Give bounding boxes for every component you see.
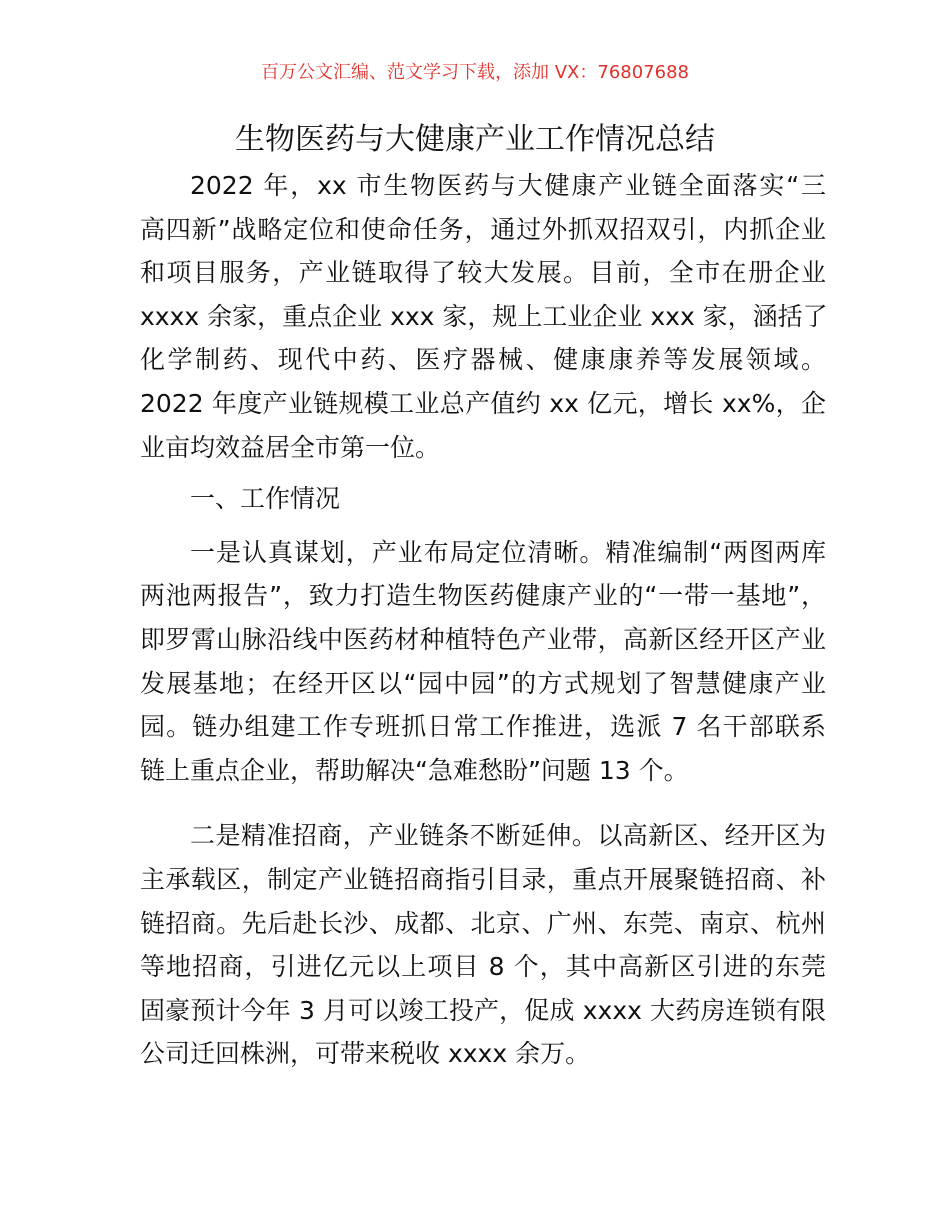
paragraph-line: 公司迁回株洲，可带来税收 xxxx 余万。 <box>140 1039 591 1069</box>
paragraph-line: 化学制药、现代中药、医疗器械、健康康养等发展领域。 <box>140 345 826 375</box>
paragraph-line: 固豪预计今年 3 月可以竣工投产，促成 xxxx 大药房连锁有限 <box>140 995 826 1025</box>
paragraph-line: 高四新”战略定位和使命任务，通过外抓双招双引，内抓企业 <box>140 214 826 244</box>
paragraph-line: 链上重点企业，帮助解决“急难愁盼”问题 13 个。 <box>140 755 689 785</box>
paragraph-planning <box>140 531 826 793</box>
paragraph-line: 园。链办组建工作专班抓日常工作推进，选派 7 名干部联系 <box>140 712 826 742</box>
section-heading: 一、工作情况 <box>190 484 341 514</box>
paragraph-line: 2022 年，xx 市生物医药与大健康产业链全面落实“三 <box>190 171 826 200</box>
document-title: 生物医药与大健康产业工作情况总结 <box>235 122 715 157</box>
paragraph-line: 两池两报告”，致力打造生物医药健康产业的“一带一基地”， <box>140 581 826 611</box>
watermark-banner: 百万公文汇编、范文学习下载，添加 VX：76807688 <box>261 62 689 83</box>
paragraph-line: 二是精准招商，产业链条不断延伸。以高新区、经开区为 <box>190 821 826 851</box>
paragraph-line: 等地招商，引进亿元以上项目 8 个，其中高新区引进的东莞 <box>140 952 826 982</box>
paragraph-line: xxxx 余家，重点企业 xxx 家，规上工业企业 xxx 家，涵括了 <box>140 301 828 331</box>
paragraph-intro <box>140 164 826 469</box>
document-body <box>140 164 826 1076</box>
paragraph-line: 业亩均效益居全市第一位。 <box>140 432 441 462</box>
paragraph-line: 链招商。先后赴长沙、成都、北京、广州、东莞、南京、杭州 <box>140 908 826 938</box>
paragraph-line: 2022 年度产业链规模工业总产值约 xx 亿元，增长 xx%，企 <box>140 388 826 418</box>
paragraph-line: 即罗霄山脉沿线中医药材种植特色产业带，高新区经开区产业 <box>140 624 826 654</box>
paragraph-line: 和项目服务，产业链取得了较大发展。目前，全市在册企业 <box>140 258 826 288</box>
paragraph-line: 一是认真谋划，产业布局定位清晰。精准编制“两图两库 <box>190 537 826 567</box>
paragraph-investment <box>140 814 826 1076</box>
paragraph-line: 主承载区，制定产业链招商指引目录，重点开展聚链招商、补 <box>140 864 826 894</box>
paragraph-line: 发展基地；在经开区以“园中园”的方式规划了智慧健康产业 <box>140 668 826 698</box>
